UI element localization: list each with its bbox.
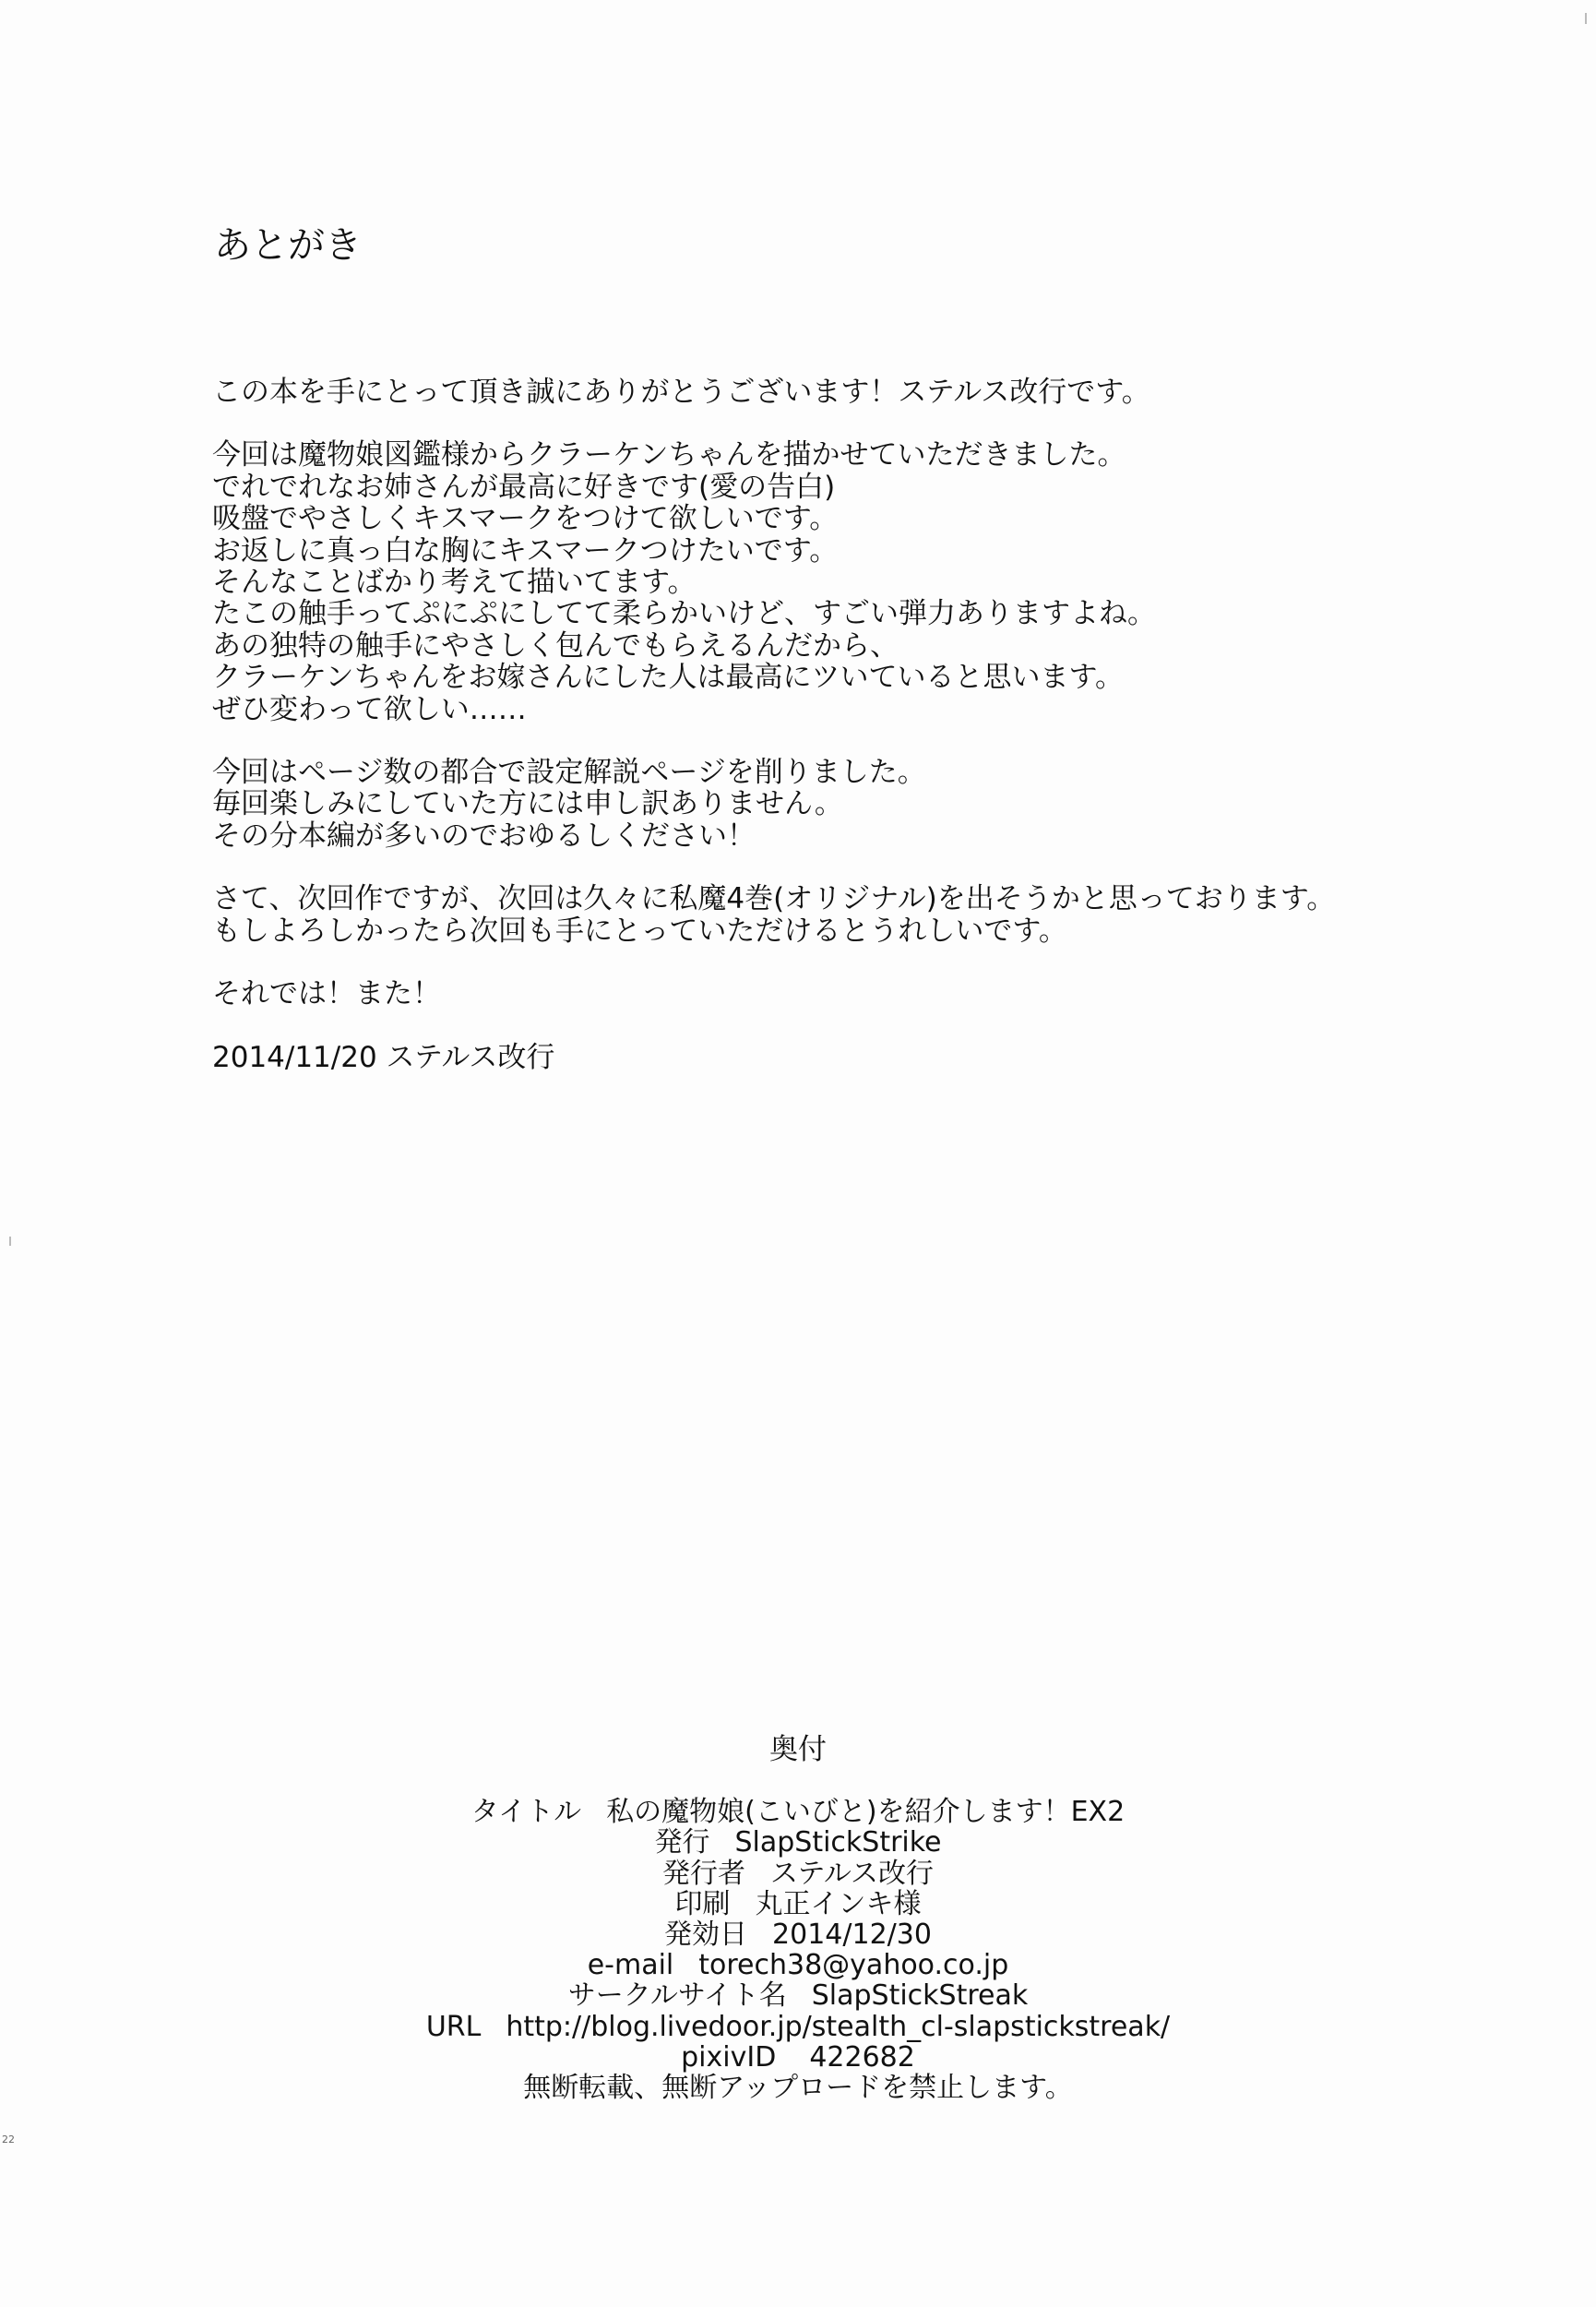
colophon-heading: 奥付 bbox=[769, 1733, 827, 1766]
afterword-line: でれでれなお姉さんが最高に好きです(愛の告白) bbox=[212, 470, 836, 504]
afterword-paragraph bbox=[212, 439, 1375, 725]
colophon-title-row bbox=[0, 1797, 1596, 1827]
afterword-signature: 2014/11/20 ステルス改行 bbox=[212, 1040, 555, 1074]
afterword-line: そんなことばかり考えて描いてます。 bbox=[212, 566, 697, 600]
afterword-line: 吸盤でやさしくキスマークをつけて欲しいです。 bbox=[212, 502, 839, 536]
colophon-url-row bbox=[0, 2012, 1596, 2042]
colophon-site-row bbox=[0, 1980, 1596, 2011]
colophon-publisher-value: SlapStickStrike bbox=[734, 1826, 942, 1859]
afterword-line: 毎回楽しみにしていた方には申し訳ありません。 bbox=[212, 787, 843, 821]
colophon-pixiv-value: 422682 bbox=[809, 2040, 915, 2074]
afterword-line: その分本編が多いのでおゆるしください！ bbox=[212, 819, 756, 853]
afterword-paragraph bbox=[212, 377, 1375, 408]
colophon-email-row bbox=[0, 1950, 1596, 1980]
afterword-line: さて、次回作ですが、次回は久々に私魔4巻(オリジナル)を出そうかと思っております。 bbox=[212, 882, 1336, 916]
colophon-author-value: ステルス改行 bbox=[770, 1857, 934, 1890]
colophon-printer-row bbox=[0, 1889, 1596, 1919]
colophon-url-label: URL bbox=[425, 2010, 482, 2043]
afterword-line: この本を手にとって頂き誠にありがとうございます！ステルス改行です。 bbox=[212, 376, 1150, 409]
afterword-line: ぜひ変わって欲しい…… bbox=[212, 692, 527, 726]
afterword-body bbox=[212, 377, 1375, 1105]
afterword-line: 今回はページ数の都合で設定解説ページを削りました。 bbox=[212, 756, 926, 790]
colophon-printer-value: 丸正インキ様 bbox=[755, 1887, 922, 1920]
afterword-line: たこの触手ってぷにぷにしてて柔らかいけど、すごい弾力ありますよね。 bbox=[212, 597, 1156, 631]
afterword-line: 今回は魔物娘図鑑様からクラーケンちゃんを描かせていただきました。 bbox=[212, 438, 1126, 472]
colophon-site-value: SlapStickStreak bbox=[811, 1979, 1029, 2013]
colophon-publisher-row bbox=[0, 1827, 1596, 1858]
scan-speck bbox=[1585, 13, 1587, 24]
afterword-paragraph bbox=[212, 883, 1375, 947]
colophon-date-label: 発効日 bbox=[664, 1919, 748, 1952]
colophon-pixiv-row bbox=[0, 2042, 1596, 2073]
afterword-title: あとがき bbox=[214, 224, 362, 267]
colophon-author-label: 発行者 bbox=[662, 1857, 745, 1890]
colophon-notice: 無断転載、無断アップロードを禁止します。 bbox=[523, 2072, 1073, 2105]
colophon-author-row bbox=[0, 1859, 1596, 1889]
colophon-title-label: タイトル bbox=[470, 1796, 582, 1829]
colophon-printer-label: 印刷 bbox=[674, 1887, 731, 1920]
afterword-line: それでは！また！ bbox=[212, 977, 441, 1011]
colophon-email-value: torech38@yahoo.co.jp bbox=[698, 1949, 1009, 1982]
colophon-title-value: 私の魔物娘(こいびと)を紹介します！EX2 bbox=[606, 1796, 1126, 1829]
colophon-site-label: サークルサイト名 bbox=[567, 1979, 787, 2013]
colophon-pixiv-label: pixivID bbox=[681, 2040, 777, 2074]
colophon-date-value: 2014/12/30 bbox=[772, 1919, 932, 1952]
colophon-url-value: http://blog.livedoor.jp/stealth_cl-slapstickstreak/ bbox=[506, 2010, 1171, 2043]
afterword-line: あの独特の触手にやさしく包んでもらえるんだから、 bbox=[212, 628, 899, 663]
colophon bbox=[0, 1735, 1596, 2103]
afterword-paragraph bbox=[212, 978, 1375, 1010]
afterword-line: クラーケンちゃんをお嫁さんにした人は最高にツいていると思います。 bbox=[212, 661, 1124, 695]
afterword-line: もしよろしかったら次回も手にとっていただけるとうれしいです。 bbox=[212, 914, 1067, 948]
colophon-publisher-label: 発行 bbox=[654, 1826, 710, 1859]
afterword-paragraph bbox=[212, 757, 1375, 852]
afterword-line: お返しに真っ白な胸にキスマークつけたいです。 bbox=[212, 533, 839, 568]
colophon-date-row bbox=[0, 1919, 1596, 1950]
page-number: 22 bbox=[2, 2134, 15, 2146]
scan-speck bbox=[9, 1237, 11, 1246]
colophon-email-label: e-mail bbox=[587, 1949, 674, 1982]
